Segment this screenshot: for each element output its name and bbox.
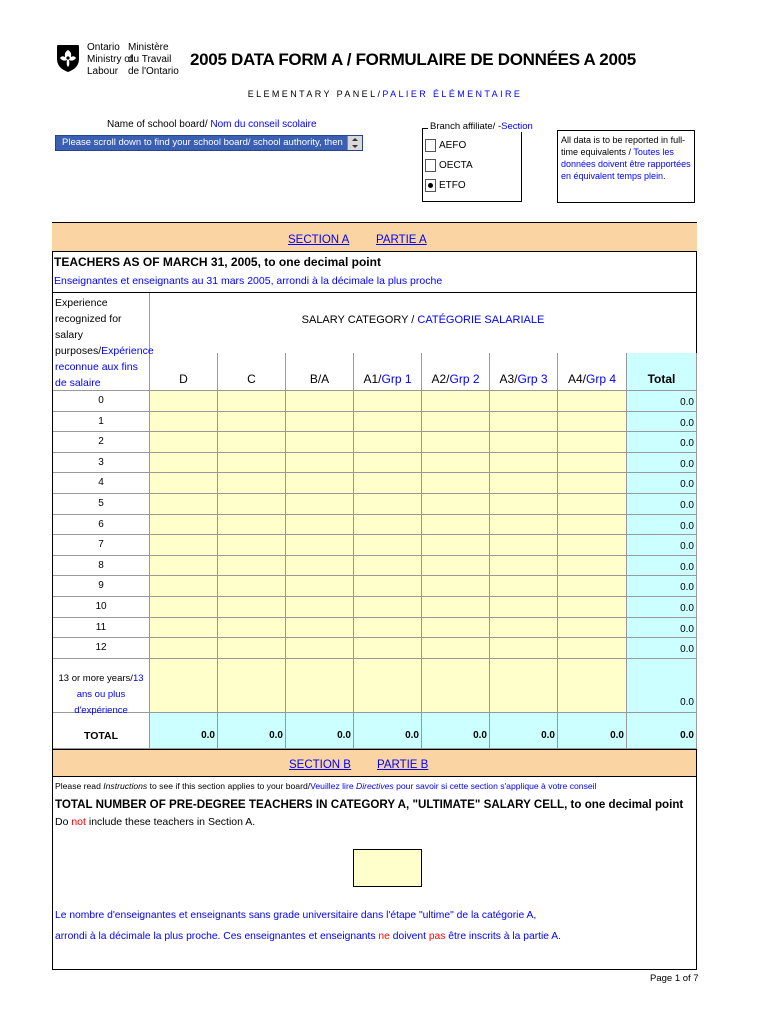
salary-input-cell[interactable] [422,618,490,639]
branch-option-label: ETFO [439,180,466,192]
row-total-cell: 0.0 [627,412,697,433]
salary-input-cell[interactable] [218,535,286,556]
section-b-title: TOTAL NUMBER OF PRE-DEGREE TEACHERS IN CATEGORY A, "ULTIMATE" SALARY CELL, to one decimal point [55,798,684,811]
row-total-cell: 0.0 [627,515,697,536]
column-header [218,353,286,391]
salary-input-cell[interactable] [422,473,490,494]
experience-row-label: 12 [53,638,150,659]
salary-input-cell[interactable] [150,638,218,659]
salary-input-cell[interactable] [422,576,490,597]
branch-option-oecta[interactable] [425,159,473,172]
section-a-subtitle-row [52,273,697,293]
column-header-en: C [247,372,256,386]
salary-input-cell[interactable] [286,659,354,713]
salary-input-cell[interactable] [422,494,490,515]
salary-input-cell[interactable] [354,618,422,639]
board-label-fr: Nom du conseil scolaire [210,119,317,130]
column-header-fr: Grp 1 [381,372,412,386]
form-title: 2005 DATA FORM A / FORMULAIRE DE DONNÉES A 2005 [190,50,636,69]
salary-input-cell[interactable] [150,473,218,494]
salary-input-cell[interactable] [218,412,286,433]
salary-input-cell[interactable] [354,535,422,556]
salary-input-cell[interactable] [150,391,218,412]
ministry-line: de l'Ontario [128,66,179,77]
salary-input-cell[interactable] [422,453,490,474]
salary-input-cell[interactable] [558,556,627,577]
column-total-cell: 0.0 [422,713,490,749]
salary-input-cell[interactable] [354,576,422,597]
fr-line-text: arrondi à la décimale la plus proche. Ces enseignantes et enseignants [55,931,379,942]
instructions-text-fr: Veuillez lire [310,781,356,791]
column-total-cell: 0.0 [286,713,354,749]
section-b-instructions [55,781,596,791]
section-a-title-row [52,252,697,273]
column-header-fr: Grp 4 [586,372,617,386]
experience-row-label: 1 [53,412,150,433]
directives-link[interactable]: Directives [355,781,394,791]
row-total-cell: 0.0 [627,494,697,515]
experience-row-label: 2 [53,432,150,453]
salary-input-cell[interactable] [218,618,286,639]
salary-input-cell[interactable] [286,515,354,536]
section-b-fr-line-2 [55,931,561,942]
salary-category-fr: CATÉGORIE SALARIALE [417,314,545,326]
last-row-fr: 13 ans ou plus d'expérience [74,672,144,716]
salary-input-cell[interactable] [558,576,627,597]
salary-input-cell[interactable] [218,638,286,659]
salary-input-cell[interactable] [286,618,354,639]
branch-affiliate-legend [428,121,535,132]
ministry-line: Ontario [87,42,120,53]
salary-input-cell[interactable] [558,453,627,474]
column-header-en: Total [647,372,676,386]
salary-input-cell[interactable] [150,515,218,536]
salary-input-cell[interactable] [286,494,354,515]
salary-input-cell[interactable] [218,597,286,618]
salary-input-cell[interactable] [218,659,286,713]
branch-legend-en: Branch affiliate/ - [430,121,502,132]
section-a-label: SECTION A [288,234,350,246]
salary-input-cell[interactable] [286,576,354,597]
school-board-select-text: Please scroll down to find your school board/ school authority, then click in the box [62,137,343,162]
column-header-fr: Grp 3 [517,372,548,386]
salary-input-cell[interactable] [490,618,558,639]
experience-label-en: Experience recognized for salary purposes/ [55,297,122,357]
salary-input-cell[interactable] [218,494,286,515]
salary-input-cell[interactable] [558,473,627,494]
ministry-line: Ministry of [87,54,133,65]
salary-input-cell[interactable] [490,556,558,577]
salary-input-cell[interactable] [354,473,422,494]
experience-row-label: 5 [53,494,150,515]
column-header [558,353,627,391]
fr-line-pas: pas [428,931,446,942]
row-total-cell: 0.0 [627,391,697,412]
salary-input-cell[interactable] [354,391,422,412]
radio-checked-icon[interactable] [425,179,436,192]
salary-input-cell[interactable] [558,597,627,618]
experience-label-cell [53,293,154,391]
row-total-cell: 0.0 [627,535,697,556]
salary-input-cell[interactable] [286,432,354,453]
salary-input-cell[interactable] [490,638,558,659]
salary-input-cell[interactable] [558,412,627,433]
column-total-cell: 0.0 [218,713,286,749]
column-total-cell: 0.0 [558,713,627,749]
salary-input-cell[interactable] [490,515,558,536]
salary-input-cell[interactable] [218,473,286,494]
salary-input-cell[interactable] [354,432,422,453]
salary-input-cell[interactable] [150,618,218,639]
radio-unchecked-icon[interactable] [425,159,436,172]
section-a-header [52,223,697,252]
salary-input-cell[interactable] [354,515,422,536]
column-total-cell: 0.0 [627,713,697,749]
salary-input-cell[interactable] [558,515,627,536]
branch-option-etfo[interactable] [425,179,466,192]
salary-input-cell[interactable] [422,638,490,659]
salary-input-cell[interactable] [422,535,490,556]
salary-input-cell[interactable] [354,494,422,515]
salary-input-cell[interactable] [150,535,218,556]
total-row-label: TOTAL [53,713,150,749]
section-b-label: SECTION B [289,759,351,771]
salary-input-cell[interactable] [422,659,490,713]
last-row-en: 13 or more years/ [58,672,133,684]
salary-input-cell[interactable] [422,556,490,577]
partie-a-label: PARTIE A [376,234,427,246]
page-number: Page 1 of 7 [650,973,699,984]
row-total-cell: 0.0 [627,453,697,474]
salary-input-cell[interactable] [286,391,354,412]
salary-input-cell[interactable] [150,597,218,618]
salary-input-cell[interactable] [354,556,422,577]
salary-input-cell[interactable] [286,412,354,433]
salary-input-cell[interactable] [150,453,218,474]
ministry-line: du Travail [128,54,172,65]
experience-label-fr: Expérience reconnue aux fins de salaire [55,345,154,389]
experience-row-label: 7 [53,535,150,556]
row-total-cell: 0.0 [627,432,697,453]
experience-row-label: 8 [53,556,150,577]
instructions-text-fr: pour savoir si cette section s'applique à votre conseil [393,781,597,791]
salary-input-cell[interactable] [286,556,354,577]
salary-input-cell[interactable] [286,535,354,556]
fte-note-en: All data is to be reported in full-time equivalents / [561,135,686,157]
experience-row-label: 4 [53,473,150,494]
instructions-link[interactable]: Instructions [103,781,148,791]
ontario-trillium-logo [55,43,81,73]
partie-b-label: PARTIE B [377,759,429,771]
salary-input-cell[interactable] [490,453,558,474]
salary-input-cell[interactable] [422,432,490,453]
section-b-fr-line-1: Le nombre d'enseignantes et enseignants sans grade universitaire dans l'étape "ultime" de la catégorie A, [55,910,537,921]
branch-option-label: AEFO [439,140,467,152]
salary-input-cell[interactable] [286,453,354,474]
board-label-en: Name of school board/ [107,119,211,130]
branch-legend-fr: Section [501,121,533,132]
row-total-cell: 0.0 [627,638,697,659]
branch-option-label: OECTA [439,160,473,172]
salary-input-cell[interactable] [150,576,218,597]
column-total-cell: 0.0 [490,713,558,749]
pre-degree-teachers-input[interactable] [353,849,422,887]
salary-input-cell[interactable] [354,453,422,474]
salary-input-cell[interactable] [490,473,558,494]
salary-input-cell[interactable] [490,597,558,618]
experience-row-label: 9 [53,576,150,597]
fr-line-text: doivent [389,931,429,942]
column-total-cell: 0.0 [150,713,218,749]
salary-input-cell[interactable] [150,659,218,713]
ministry-name-fr [128,42,179,78]
salary-input-cell[interactable] [286,473,354,494]
section-a-title-en: TEACHERS AS OF MARCH 31, 2005, to one decimal point [54,255,381,269]
salary-input-cell[interactable] [490,391,558,412]
section-b-header [52,749,697,777]
salary-input-cell[interactable] [422,412,490,433]
exclude-note-text: Do [55,816,72,828]
school-board-select[interactable] [55,135,363,162]
salary-input-cell[interactable] [490,494,558,515]
column-header-en: D [179,372,188,386]
column-header-en: A4/ [567,372,586,386]
scroll-spinner-icon[interactable] [347,136,362,150]
salary-input-cell[interactable] [218,576,286,597]
salary-category-header [150,293,696,353]
column-header-en: A1/ [363,372,382,386]
column-header [354,353,422,391]
salary-input-cell[interactable] [490,576,558,597]
column-header [286,353,354,391]
salary-input-cell[interactable] [218,391,286,412]
panel-label [0,89,770,99]
salary-category-en: SALARY CATEGORY / [301,314,418,326]
experience-row-label: 11 [53,618,150,639]
row-total-cell: 0.0 [627,576,697,597]
salary-input-cell[interactable] [558,638,627,659]
salary-input-cell[interactable] [218,432,286,453]
salary-category-label [150,314,696,326]
salary-input-cell[interactable] [422,515,490,536]
experience-row-label: 3 [53,453,150,474]
salary-input-cell[interactable] [150,412,218,433]
row-total-cell: 0.0 [627,473,697,494]
fr-line-text: être inscrits à la partie A. [445,931,562,942]
salary-input-cell[interactable] [558,391,627,412]
exclude-note-text: include these teachers in Section A. [85,816,256,828]
experience-row-label: 0 [53,391,150,412]
row-total-cell: 0.0 [627,597,697,618]
salary-input-cell[interactable] [558,618,627,639]
salary-input-cell[interactable] [558,432,627,453]
experience-row-label: 10 [53,597,150,618]
ministry-line: Labour [87,66,119,77]
salary-input-cell[interactable] [558,659,627,713]
exclude-note-not: not [71,816,86,828]
salary-input-cell[interactable] [354,597,422,618]
salary-input-cell[interactable] [490,535,558,556]
column-header [150,353,218,391]
panel-label-en: ELEMENTARY PANEL/ [247,89,383,99]
salary-input-cell[interactable] [354,659,422,713]
salary-input-cell[interactable] [286,597,354,618]
column-header [627,353,697,391]
fr-line-ne: ne [378,931,390,942]
column-header [490,353,558,391]
salary-input-cell[interactable] [354,638,422,659]
row-total-cell: 0.0 [627,618,697,639]
salary-input-cell[interactable] [490,412,558,433]
column-header-en: A2/ [431,372,450,386]
salary-input-cell[interactable] [218,556,286,577]
salary-input-cell[interactable] [150,556,218,577]
section-b-exclude-note [55,816,255,828]
ministry-name-en [87,42,133,78]
radio-unchecked-icon[interactable] [425,139,436,152]
salary-input-cell[interactable] [422,597,490,618]
salary-input-cell[interactable] [286,638,354,659]
salary-input-cell[interactable] [354,412,422,433]
salary-input-cell[interactable] [150,494,218,515]
column-total-cell: 0.0 [354,713,422,749]
salary-input-cell[interactable] [150,432,218,453]
salary-input-cell[interactable] [490,659,558,713]
experience-row-label: 6 [53,515,150,536]
row-total-cell: 0.0 [627,556,697,577]
salary-input-cell[interactable] [558,535,627,556]
instructions-text: Please read [55,781,104,791]
branch-option-aefo[interactable] [425,139,466,152]
panel-label-fr: PALIER ÉLÉMENTAIRE [382,89,523,99]
instructions-text: to see if this section applies to your board/ [147,781,311,791]
experience-row-label-13plus [53,659,150,716]
salary-input-cell[interactable] [558,494,627,515]
salary-input-cell[interactable] [490,432,558,453]
salary-input-cell[interactable] [218,515,286,536]
fte-note [557,130,695,203]
salary-input-cell[interactable] [218,453,286,474]
column-header-fr: Grp 2 [449,372,480,386]
fte-note-fr: Toutes les données doivent être rapportées en équivalent temps plein. [561,147,691,181]
section-a-title-fr: Enseignantes et enseignants au 31 mars 2005, arrondi à la décimale la plus proche [54,275,443,287]
row-total-cell: 0.0 [627,659,697,713]
salary-input-cell[interactable] [422,391,490,412]
column-header-en: B/A [309,372,330,386]
board-label [107,119,317,130]
column-header-en: A3/ [499,372,518,386]
ministry-line: Ministère [128,42,169,53]
column-header [422,353,490,391]
